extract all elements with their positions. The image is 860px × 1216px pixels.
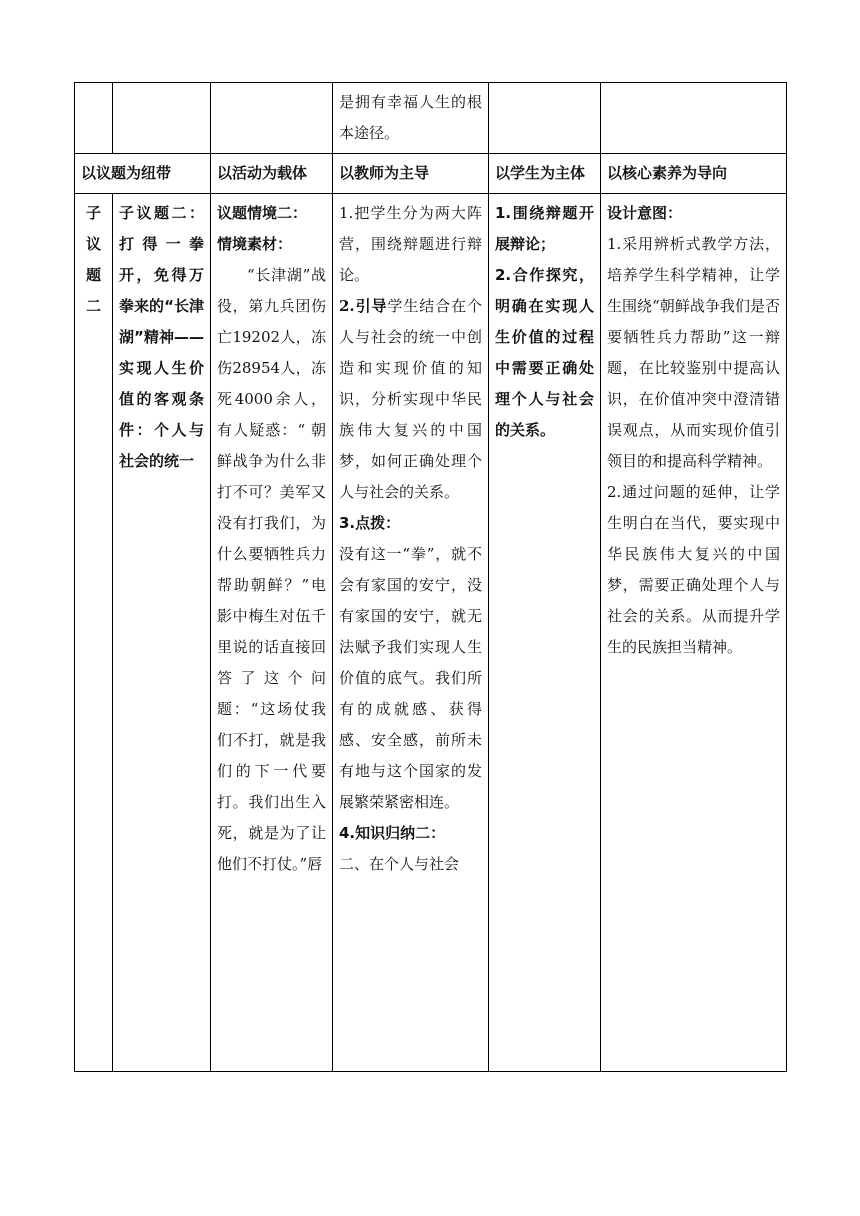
row-label-char: 子 <box>85 204 101 222</box>
teacher-step-3-text: 没有这一“拳”，就不会有家国的安宁，没有家国的安宁，就无法赋予我们实现人生价值的底气。我们所有的成就感、获得感、安全感，前所未有地与这个国家的发展繁荣紧密相连。 <box>339 545 482 811</box>
teacher-step-1: 1.把学生分为两大阵营，围绕辩题进行辩论。 <box>339 204 482 284</box>
header-student: 以学生为主体 <box>489 154 601 194</box>
header-teacher: 以教师为主导 <box>333 154 489 194</box>
activity-text: “长津湖”战役，第九兵团伤亡19202人，冻伤28954人，冻死4000余人，有人疑惑：“ 朝鲜战争为什么非打不可？美军又没有打我们，为什么要牺牲兵力帮助朝鲜？”电影中梅生对伍千里说的话直接回答了这个问题：“这场仗我们不打，就是我们的下一代要打。我们出生入死，就是为了让他们不打仗。”唇 <box>217 266 326 873</box>
sub-topic-cell <box>113 194 211 1072</box>
cont-cell-5 <box>489 83 601 154</box>
teacher-step-4-title: 4.知识归纳二： <box>339 824 446 842</box>
student-cell <box>489 194 601 1072</box>
student-step-2: 2.合作探究，明确在实现人生价值的过程中需要正确处理个人与社会的关系。 <box>495 266 594 439</box>
cont-cell-2 <box>113 83 211 154</box>
cont-cell-3 <box>211 83 333 154</box>
teacher-step-2-text: 学生结合在个人与社会的统一中创造和实现价值的知识，分析实现中华民族伟大复兴的中国梦，如何正确处理个人与社会的关系。 <box>339 297 482 501</box>
core-literacy-cell <box>601 194 787 1072</box>
teacher-step-3-title: 3.点拨： <box>339 514 401 532</box>
design-intent-1: 1.采用辨析式教学方法，培养学生科学精神，让学生围绕“朝鲜战争我们是否要牺牲兵力帮助”这一辩题，在比较鉴别中提高认识，在价值冲突中澄清错误观点，从而实现价值引领目的和提高科学精神。 <box>607 235 780 470</box>
activity-cell <box>211 194 333 1072</box>
teacher-step-2 <box>339 291 482 508</box>
header-core-literacy: 以核心素养为导向 <box>601 154 787 194</box>
sub-topic-two-row <box>75 194 787 1072</box>
sub-topic-text: 子议题二：打得一拳开，免得万拳来的“长津湖”精神——实现人生价值的客观条件：个人与社会的统一 <box>119 204 204 470</box>
row-label-cell <box>75 194 113 1072</box>
cont-cell-6 <box>601 83 787 154</box>
design-intent-2: 2.通过问题的延伸，让学生明白在当代，要实现中华民族伟大复兴的中国梦，需要正确处理个人与社会的关系。从而提升学生的民族担当精神。 <box>607 483 780 656</box>
continuation-row <box>75 83 787 154</box>
activity-title: 议题情境二： <box>217 204 308 222</box>
teacher-step-4-text: 二、在个人与社会 <box>339 855 460 873</box>
teacher-step-2-bold: 2.引导 <box>339 297 388 315</box>
row-label-char: 二 <box>85 297 101 315</box>
teacher-cell <box>333 194 489 1072</box>
row-label-char: 议 <box>85 235 101 253</box>
cont-teacher-text: 是拥有幸福人生的根本途径。 <box>339 93 482 142</box>
design-intent-title: 设计意图： <box>607 204 683 222</box>
header-topic: 以议题为纽带 <box>75 154 211 194</box>
header-activity: 以活动为载体 <box>211 154 333 194</box>
activity-subtitle: 情境素材： <box>217 235 293 253</box>
lesson-plan-table <box>74 82 787 1072</box>
cont-cell-teacher <box>333 83 489 154</box>
student-step-1: 1.围绕辩题开展辩论； <box>495 204 594 253</box>
cont-cell-1 <box>75 83 113 154</box>
header-row <box>75 154 787 194</box>
row-label-char: 题 <box>85 266 101 284</box>
